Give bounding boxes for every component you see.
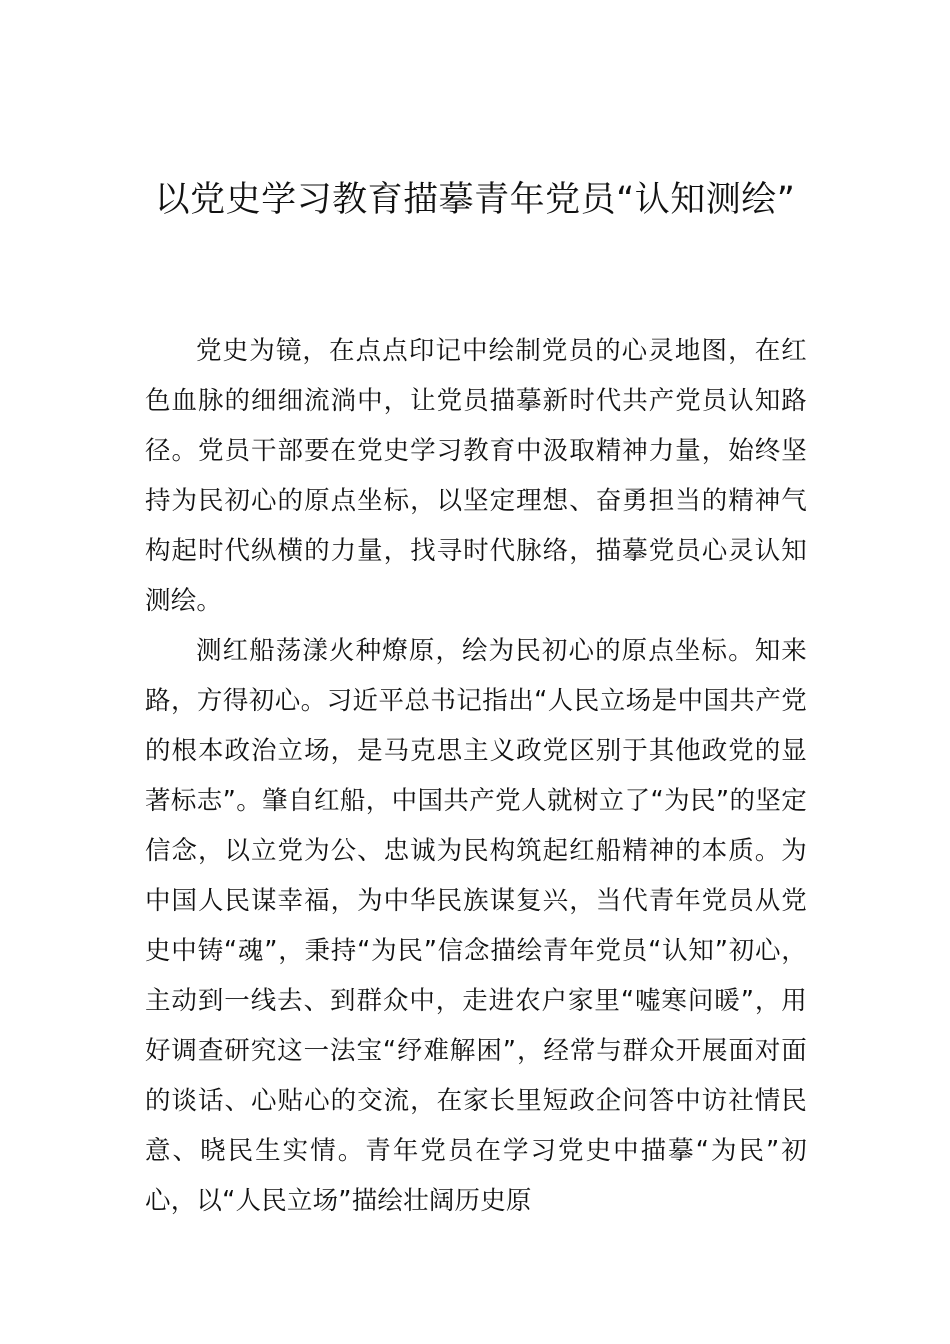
document-title: 以党史学习教育描摹青年党员“认知测绘”: [154, 180, 796, 220]
paragraph-2: 测红船荡漾火种燎原，绘为民初心的原点坐标。知来路，方得初心。习近平总书记指出“人民立场是中国共产党的根本政治立场，是马克思主义政党区别于其他政党的显著标志”。肇自红船，中国共产党人就树立了“为民”的坚定信念，以立党为公、忠诚为民构筑起红船精神的本质。为中国人民谋幸福，为中华民族谋复兴，当代青年党员从党史中铸“魂”，秉持“为民”信念描绘青年党员“认知”初心，主动到一线去、到群众中，走进农户家里“嘘寒问暖”，用好调查研究这一法宝“纾难解困”，经常与群众开展面对面的谈话、心贴心的交流，在家长里短政企问答中访社情民意、晓民生实情。青年党员在学习党史中描摹“为民”初心，以“人民立场”描绘壮阔历史原: [145, 636, 807, 1216]
paragraph-1: 党史为镜，在点点印记中绘制党员的心灵地图，在红色血脉的细细流淌中，让党员描摹新时代共产党员认知路径。党员干部要在党史学习教育中汲取精神力量，始终坚持为民初心的原点坐标，以坚定理想、奋勇担当的精神气构起时代纵横的力量，找寻时代脉络，描摹党员心灵认知测绘。: [145, 336, 807, 616]
document-body: [145, 326, 807, 1226]
